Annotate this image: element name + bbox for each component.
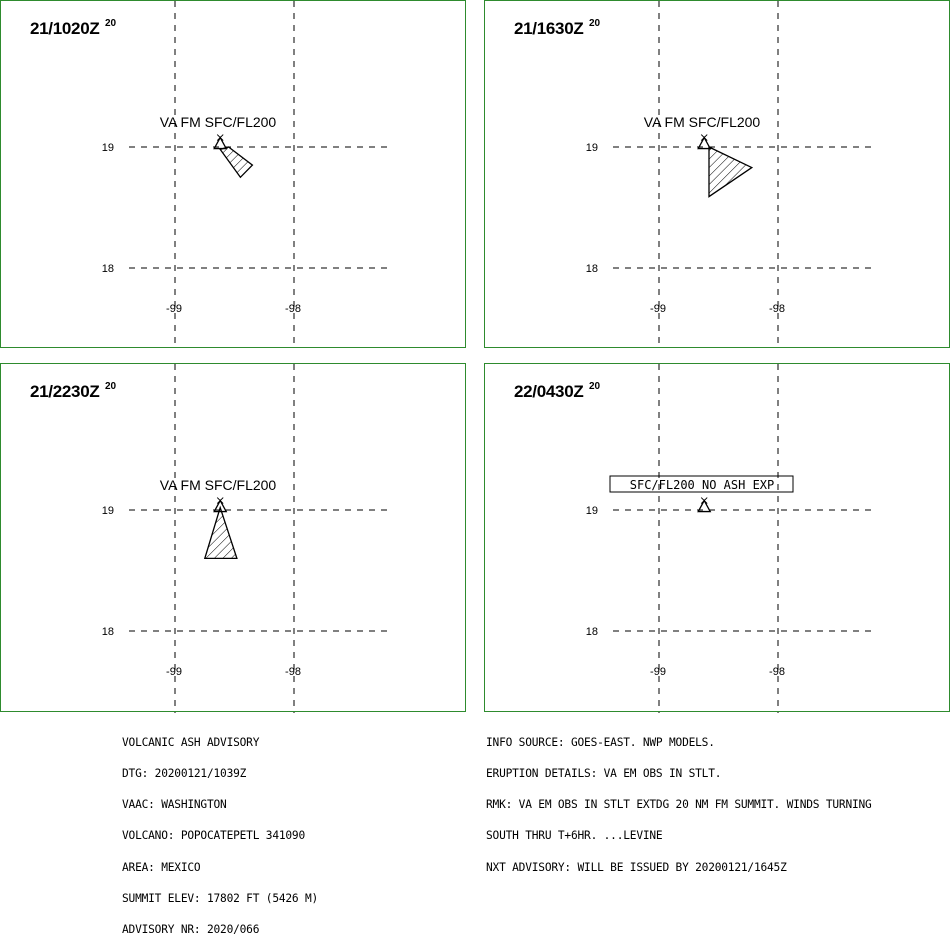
panel-time-label: 21/1630Z [514,19,584,38]
ash-cloud-polygon [709,147,752,197]
latitude-label: 18 [101,626,114,638]
panel-time-label: 22/0430Z [514,382,584,401]
longitude-label: -99 [166,303,182,315]
forecast-panel-1 [0,0,466,348]
latitude-label: 18 [585,263,598,275]
advisory-line: VAAC: WASHINGTON [122,798,227,812]
forecast-panel-4 [484,363,950,712]
forecast-panel-3 [0,363,466,712]
advisory-line: AREA: MEXICO [122,860,201,874]
panel-time-superscript: 20 [589,18,601,29]
advisory-line: DTG: 20200121/1039Z [122,767,247,781]
advisory-line: INFO SOURCE: GOES-EAST. NWP MODELS. [486,735,715,749]
panel-time-superscript: 20 [589,381,601,392]
ash-level-label: VA FM SFC/FL200 [159,477,277,493]
advisory-line: ADVISORY NR: 2020/066 [122,923,260,937]
longitude-label: -98 [285,303,301,315]
forecast-panel-2 [484,0,950,348]
longitude-label: -98 [769,666,785,678]
panel-time-superscript: 20 [105,18,117,29]
latitude-label: 19 [101,142,114,154]
advisory-line: ERUPTION DETAILS: VA EM OBS IN STLT. [486,767,722,781]
latitude-label: 19 [585,142,598,154]
advisory-line: VOLCANO: POPOCATEPETL 341090 [122,829,305,843]
advisory-remarks-block [486,717,872,884]
longitude-label: -99 [166,666,182,678]
advisory-line: RMK: VA EM OBS IN STLT EXTDG 20 NM FM SUMMIT. WINDS TURNING [486,798,872,812]
panel-time-superscript: 20 [105,381,117,392]
ash-cloud-polygon [220,147,252,177]
longitude-label: -99 [650,303,666,315]
advisory-header-block [122,717,318,946]
panel-time-label: 21/1020Z [30,19,100,38]
advisory-line: SUMMIT ELEV: 17802 FT (5426 M) [122,891,319,905]
panel-time-label: 21/2230Z [30,382,100,401]
ash-status-label: SFC/FL200 NO ASH EXP [629,478,775,492]
advisory-line: SOUTH THRU T+6HR. ...LEVINE [486,829,663,843]
latitude-label: 19 [101,505,114,517]
map-chart [1,1,467,349]
map-chart [485,364,950,713]
ash-cloud-polygon [205,508,237,559]
map-chart [485,1,950,349]
map-chart [1,364,467,713]
latitude-label: 19 [585,505,598,517]
longitude-label: -98 [769,303,785,315]
ash-level-label: VA FM SFC/FL200 [643,114,761,130]
advisory-line: VOLCANIC ASH ADVISORY [122,735,260,749]
ash-level-label: VA FM SFC/FL200 [159,114,277,130]
latitude-label: 18 [101,263,114,275]
advisory-line: NXT ADVISORY: WILL BE ISSUED BY 20200121/1645Z [486,860,787,874]
latitude-label: 18 [585,626,598,638]
longitude-label: -98 [285,666,301,678]
longitude-label: -99 [650,666,666,678]
